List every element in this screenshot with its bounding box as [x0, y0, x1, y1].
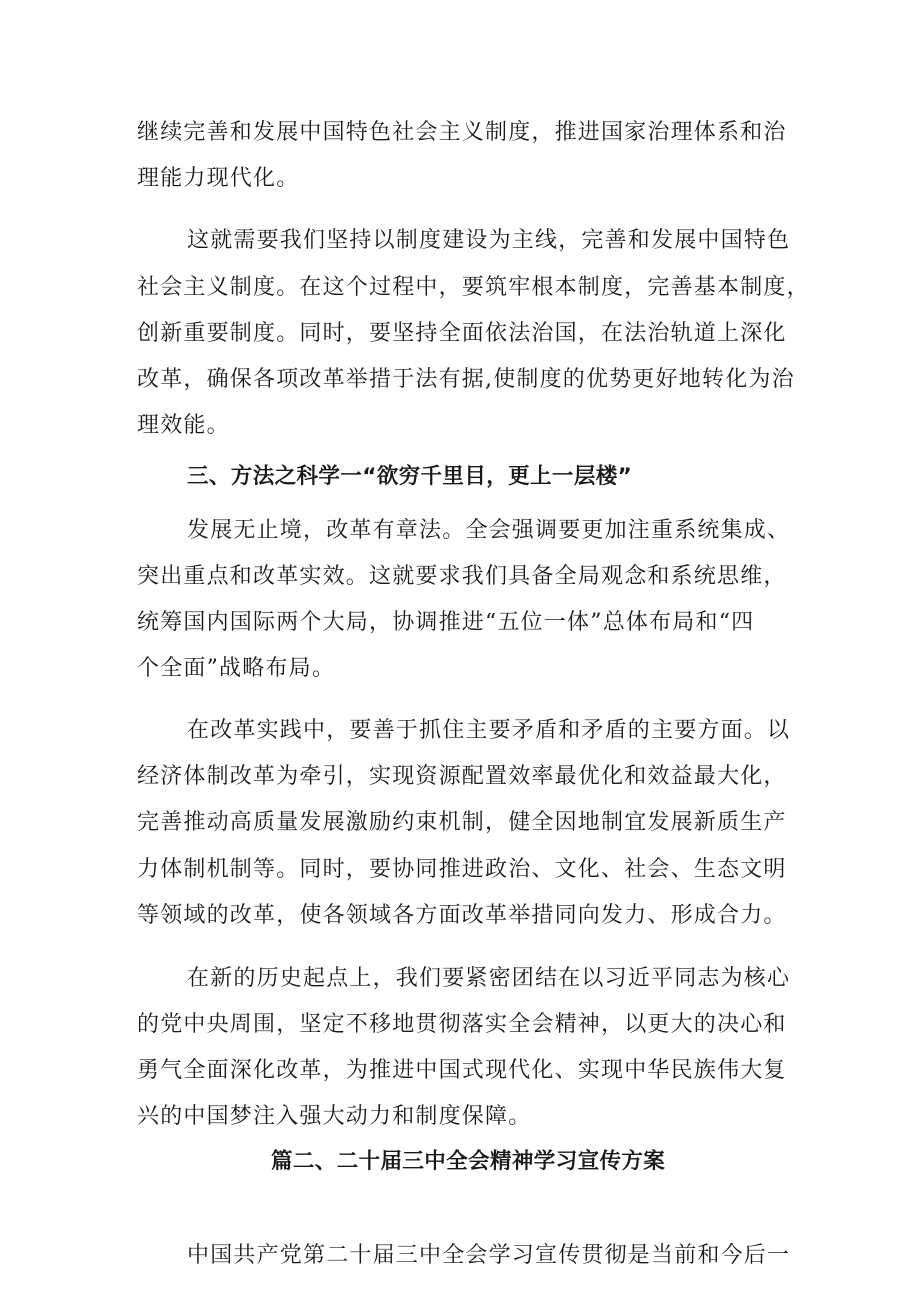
body-text-line: 经济体制改革为牵引，实现资源配置效率最优化和效益最大化， — [137, 764, 787, 789]
body-text-line: 统筹国内国际两个大局，协调推进“五位一体”总体布局和“四 — [137, 610, 755, 635]
body-text-line: 理效能。 — [137, 413, 230, 438]
body-text-line: 完善推动高质量发展激励约束机制，健全因地制宜发展新质生产 — [137, 810, 787, 835]
body-text-line: 的党中央周围，坚定不移地贯彻落实全会精神，以更大的决心和 — [137, 1012, 787, 1037]
body-text-line: 个全面”战略布局。 — [137, 656, 336, 681]
body-text-line: 这就需要我们坚持以制度建设为主线，完善和发展中国特色 — [187, 228, 791, 253]
body-text-line: 创新重要制度。同时，要坚持全面依法治国，在法治轨道上深化 — [137, 321, 787, 346]
body-text-line: 在改革实践中，要善于抓住主要矛盾和矛盾的主要方面。以 — [187, 718, 791, 743]
body-text-line: 中国共产党第二十届三中全会学习宣传贯彻是当前和今后一 — [187, 1243, 791, 1268]
body-text-line: 发展无止境，改革有章法。全会强调要更加注重系统集成、 — [187, 518, 791, 543]
section-title: 篇二、二十届三中全会精神学习宣传方案 — [271, 1149, 666, 1174]
body-text-line: 理能力现代化。 — [137, 166, 300, 191]
section-heading: 三、方法之科学一“欲穷千里目，更上一层楼” — [187, 464, 633, 489]
body-text-line: 社会主义制度。在这个过程中，要筑牢根本制度，完善基本制度， — [137, 275, 810, 300]
body-text-line: 改革，确保各项改革举措于法有据,使制度的优势更好地转化为治 — [137, 367, 795, 392]
body-text-line: 力体制机制等。同时，要协同推进政治、文化、社会、生态文明 — [137, 857, 787, 882]
body-text-line: 等领域的改革，使各领域各方面改革举措同向发力、形成合力。 — [137, 903, 787, 928]
body-text-line: 突出重点和改革实效。这就要求我们具备全局观念和系统思维， — [137, 564, 787, 589]
body-text-line: 在新的历史起点上，我们要紧密团结在以习近平同志为核心 — [187, 966, 791, 991]
body-text-line: 勇气全面深化改革，为推进中国式现代化、实现中华民族伟大复 — [137, 1058, 787, 1083]
document-page — [137, 0, 810, 1301]
body-text-line: 继续完善和发展中国特色社会主义制度，推进国家治理体系和治 — [137, 120, 787, 145]
body-text-line: 兴的中国梦注入强大动力和制度保障。 — [137, 1104, 532, 1129]
